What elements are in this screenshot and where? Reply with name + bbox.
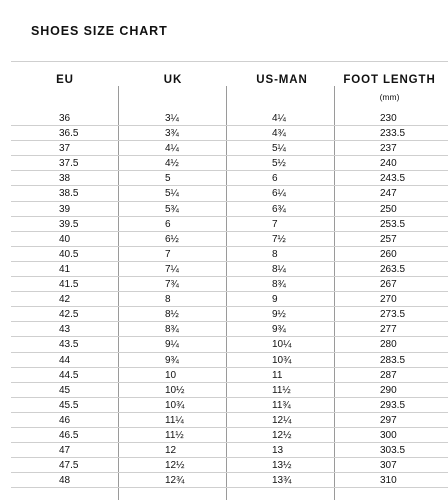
table-cell: 38.5 <box>59 188 79 200</box>
table-cell: 273.5 <box>380 309 406 321</box>
table-row <box>11 322 448 337</box>
table-cell: 37.5 <box>59 158 79 170</box>
table-cell: 8¾ <box>165 324 179 336</box>
table-cell: 5¾ <box>165 203 179 215</box>
table-cell: 13½ <box>272 460 292 472</box>
table-cell: 5¼ <box>165 188 179 200</box>
table-cell: 240 <box>380 158 397 170</box>
table-cell: 9¾ <box>272 324 286 336</box>
table-row <box>11 368 448 383</box>
table-cell: 10¾ <box>272 354 292 366</box>
table-cell: 7¼ <box>165 263 179 275</box>
table-cell: 39 <box>59 203 71 215</box>
table-cell: 4¼ <box>165 143 179 155</box>
table-cell: 8¾ <box>272 279 286 291</box>
table-cell: 257 <box>380 233 397 245</box>
table-cell: 44 <box>59 354 71 366</box>
table-row <box>11 262 448 277</box>
table-row <box>11 247 448 262</box>
column-header-foot-length: FOOT LENGTH <box>343 74 436 86</box>
table-row <box>11 458 448 473</box>
table-cell: 9¼ <box>165 339 179 351</box>
table-cell: 250 <box>380 203 397 215</box>
table-cell: 47 <box>59 445 71 457</box>
table-cell: 46.5 <box>59 429 79 441</box>
table-row <box>11 217 448 232</box>
table-cell: 12¼ <box>272 414 292 426</box>
table-cell: 10¾ <box>165 399 185 411</box>
table-row <box>11 277 448 292</box>
table-row <box>11 232 448 247</box>
table-cell: 6¼ <box>272 188 286 200</box>
table-cell: 12¾ <box>165 475 185 487</box>
table-cell: 47.5 <box>59 460 79 472</box>
table-cell: 12½ <box>272 429 292 441</box>
table-cell: 280 <box>380 339 397 351</box>
table-cell: 37 <box>59 143 71 155</box>
table-cell: 11 <box>272 369 283 381</box>
table-cell: 12½ <box>165 460 185 472</box>
table-cell: 13 <box>272 445 284 457</box>
table-cell: 41.5 <box>59 279 79 291</box>
table-cell: 267 <box>380 279 397 291</box>
column-header-uk: UK <box>163 74 183 86</box>
column-header-eu: EU <box>56 74 74 86</box>
table-cell: 46 <box>59 414 71 426</box>
table-row <box>11 202 448 217</box>
table-cell: 9½ <box>272 309 286 321</box>
table-cell: 5¼ <box>272 143 286 155</box>
table-cell: 45 <box>59 384 71 396</box>
table-cell: 40.5 <box>59 248 79 260</box>
table-cell: 9 <box>272 294 278 306</box>
table-cell: 10 <box>165 369 177 381</box>
table-cell: 42 <box>59 294 71 306</box>
table-cell: 4¼ <box>272 113 286 124</box>
table-cell: 237 <box>380 143 397 155</box>
table-row <box>11 307 448 322</box>
table-cell: 43 <box>59 324 71 336</box>
table-row <box>11 141 448 156</box>
table-cell: 8¼ <box>272 263 286 275</box>
table-cell: 243.5 <box>380 173 406 185</box>
table-row <box>11 337 448 352</box>
table-cell: 253.5 <box>380 218 406 230</box>
table-cell: 48 <box>59 475 71 487</box>
table-cell: 36.5 <box>59 128 79 140</box>
table-cell: 6 <box>165 218 171 230</box>
table-cell: 10½ <box>165 384 185 396</box>
table-cell: 11½ <box>272 384 291 396</box>
table-cell: 8 <box>272 248 278 260</box>
table-cell: 10¼ <box>272 339 292 351</box>
table-cell: 4½ <box>165 158 179 170</box>
table-cell: 287 <box>380 369 397 381</box>
table-cell: 7 <box>165 248 171 260</box>
table-cell: 6 <box>272 173 278 185</box>
table-cell: 5 <box>165 173 171 185</box>
table-cell: 7½ <box>272 233 286 245</box>
table-cell: 7¾ <box>165 279 179 291</box>
table-cell: 277 <box>380 324 397 336</box>
table-cell: 11¼ <box>165 414 184 426</box>
table-cell: 300 <box>380 429 397 441</box>
table-cell: 11½ <box>165 429 184 441</box>
table-cell: 3¼ <box>165 113 179 124</box>
table-cell: 3¾ <box>165 128 179 140</box>
table-cell: 233.5 <box>380 128 406 140</box>
table-cell: 293.5 <box>380 399 406 411</box>
table-cell: 283.5 <box>380 354 406 366</box>
table-cell: 4¾ <box>272 128 286 140</box>
table-cell: 11¾ <box>272 399 291 411</box>
table-row <box>11 292 448 307</box>
table-cell: 7 <box>272 218 278 230</box>
table-cell: 310 <box>380 475 397 487</box>
table-cell: 230 <box>380 113 397 124</box>
title-divider <box>11 61 448 62</box>
table-cell: 40 <box>59 233 71 245</box>
table-row <box>11 126 448 141</box>
page-title: SHOES SIZE CHART <box>31 24 168 38</box>
table-row <box>11 398 448 413</box>
table-cell: 42.5 <box>59 309 79 321</box>
table-cell: 43.5 <box>59 339 79 351</box>
table-row <box>11 383 448 398</box>
table-row <box>11 111 448 126</box>
table-cell: 307 <box>380 460 397 472</box>
table-cell: 12 <box>165 445 177 457</box>
table-row <box>11 443 448 458</box>
table-cell: 39.5 <box>59 218 79 230</box>
table-row <box>11 473 448 488</box>
table-cell: 270 <box>380 294 397 306</box>
table-cell: 36 <box>59 113 71 124</box>
table-row <box>11 353 448 368</box>
table-cell: 303.5 <box>380 445 406 457</box>
table-row <box>11 171 448 186</box>
table-cell: 290 <box>380 384 397 396</box>
column-header-foot-length-unit: (mm) <box>379 92 400 102</box>
table-cell: 38 <box>59 173 71 185</box>
table-cell: 260 <box>380 248 397 260</box>
table-cell: 5½ <box>272 158 286 170</box>
table-cell: 6¾ <box>272 203 286 215</box>
size-table <box>11 111 448 488</box>
table-cell: 41 <box>59 263 71 275</box>
column-header-us-man: US-MAN <box>256 74 308 86</box>
table-cell: 8 <box>165 294 171 306</box>
table-cell: 247 <box>380 188 397 200</box>
table-cell: 13¾ <box>272 475 292 487</box>
table-row <box>11 428 448 443</box>
table-cell: 8½ <box>165 309 179 321</box>
table-row <box>11 186 448 201</box>
table-row <box>11 413 448 428</box>
table-cell: 297 <box>380 414 397 426</box>
table-cell: 45.5 <box>59 399 79 411</box>
table-cell: 44.5 <box>59 369 79 381</box>
table-cell: 263.5 <box>380 263 406 275</box>
table-cell: 9¾ <box>165 354 179 366</box>
table-row <box>11 156 448 171</box>
table-cell: 6½ <box>165 233 179 245</box>
